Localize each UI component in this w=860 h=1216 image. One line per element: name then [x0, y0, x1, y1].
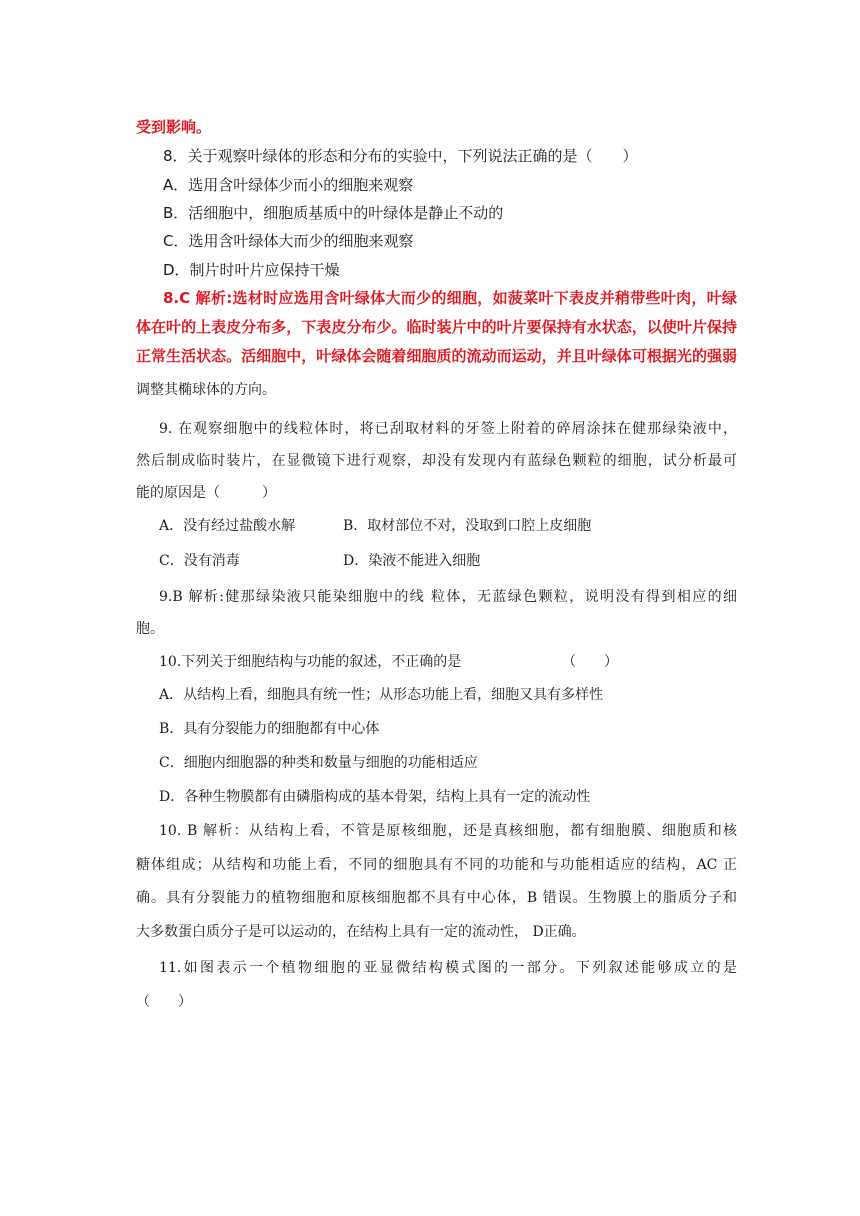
q9-option-a: A．没有经过盐酸水解 — [159, 518, 296, 534]
q9-option-d: D．染液不能进入细胞 — [343, 553, 481, 569]
q8-analysis-line-1: 8.C 解析:选材时应选用含叶绿体大而少的细胞，如菠菜叶下表皮并稍带些叶肉，叶绿 — [163, 289, 737, 307]
q8-analysis-line-2: 体在叶的上表皮分布多，下表皮分布少。临时装片中的叶片要保持有水状态，以使叶片保持 — [136, 318, 737, 336]
q11-stem-line-2: （ ） — [136, 994, 192, 1010]
q10-stem: 10.下列关于细胞结构与功能的叙述，不正确的是 — [159, 654, 462, 670]
q9-analysis-line-2: 胞。 — [136, 621, 164, 637]
q10-answer-paren: （ ） — [562, 654, 618, 670]
q10-analysis-line-2: 糖体组成；从结构和功能上看，不同的细胞具有不同的功能和与功能相适应的结构，AC 正 — [136, 857, 737, 873]
q9-analysis-line-1: 9.B 解析:健那绿染液只能染细胞中的线 粒体，无蓝绿色颗粒，说明没有得到相应的细 — [159, 589, 737, 605]
q8-option-d: D．制片时叶片应保持干燥 — [163, 261, 340, 279]
q9-option-b: B．取材部位不对，没取到口腔上皮细胞 — [343, 518, 592, 534]
q9-stem-line-3: 能的原因是（ ） — [136, 485, 276, 501]
q10-analysis-line-1: 10. B 解析：从结构上看，不管是原核细胞，还是真核细胞，都有细胞膜、细胞质和核 — [159, 823, 737, 839]
q10-option-b: B．具有分裂能力的细胞都有中心体 — [159, 721, 380, 737]
q8-option-b: B．活细胞中，细胞质基质中的叶绿体是静止不动的 — [163, 204, 504, 222]
q8-analysis-tail: 调整其椭球体的方向。 — [136, 382, 276, 398]
q7-analysis-tail: 受到影响。 — [136, 118, 212, 136]
q8-analysis-line-3: 正常生活状态。活细胞中，叶绿体会随着细胞质的流动而运动，并且叶绿体可根据光的强弱 — [136, 347, 737, 365]
q10-option-d: D．各种生物膜都有由磷脂构成的基本骨架，结构上具有一定的流动性 — [159, 789, 591, 805]
q10-analysis-line-4: 大多数蛋白质分子是可以运动的，在结构上具有一定的流动性， D正确。 — [136, 924, 586, 940]
q9-stem-line-2: 然后制成临时装片，在显微镜下进行观察，却没有发现内有蓝绿色颗粒的细胞，试分析最可 — [136, 453, 737, 469]
q11-stem-line-1: 11.如图表示一个植物细胞的亚显微结构模式图的一部分。下列叙述能够成立的是 — [159, 960, 737, 976]
q8-stem: 8．关于观察叶绿体的形态和分布的实验中，下列说法正确的是（ ） — [163, 147, 638, 165]
q10-analysis-line-3: 确。具有分裂能力的植物细胞和原核细胞都不具有中心体，B 错误。生物膜上的脂质分子和 — [136, 890, 737, 906]
q9-stem-line-1: 9. 在观察细胞中的线粒体时，将已刮取材料的牙签上附着的碎屑涂抹在健那绿染液中， — [159, 421, 737, 437]
q9-option-c: C．没有消毒 — [159, 553, 240, 569]
q8-option-c: C．选用含叶绿体大而少的细胞来观察 — [163, 232, 414, 250]
q10-option-a: A．从结构上看，细胞具有统一性；从形态功能上看，细胞又具有多样性 — [159, 687, 604, 703]
q10-option-c: C．细胞内细胞器的种类和数量与细胞的功能相适应 — [159, 755, 478, 771]
q8-option-a: A．选用含叶绿体少而小的细胞来观察 — [163, 176, 414, 194]
